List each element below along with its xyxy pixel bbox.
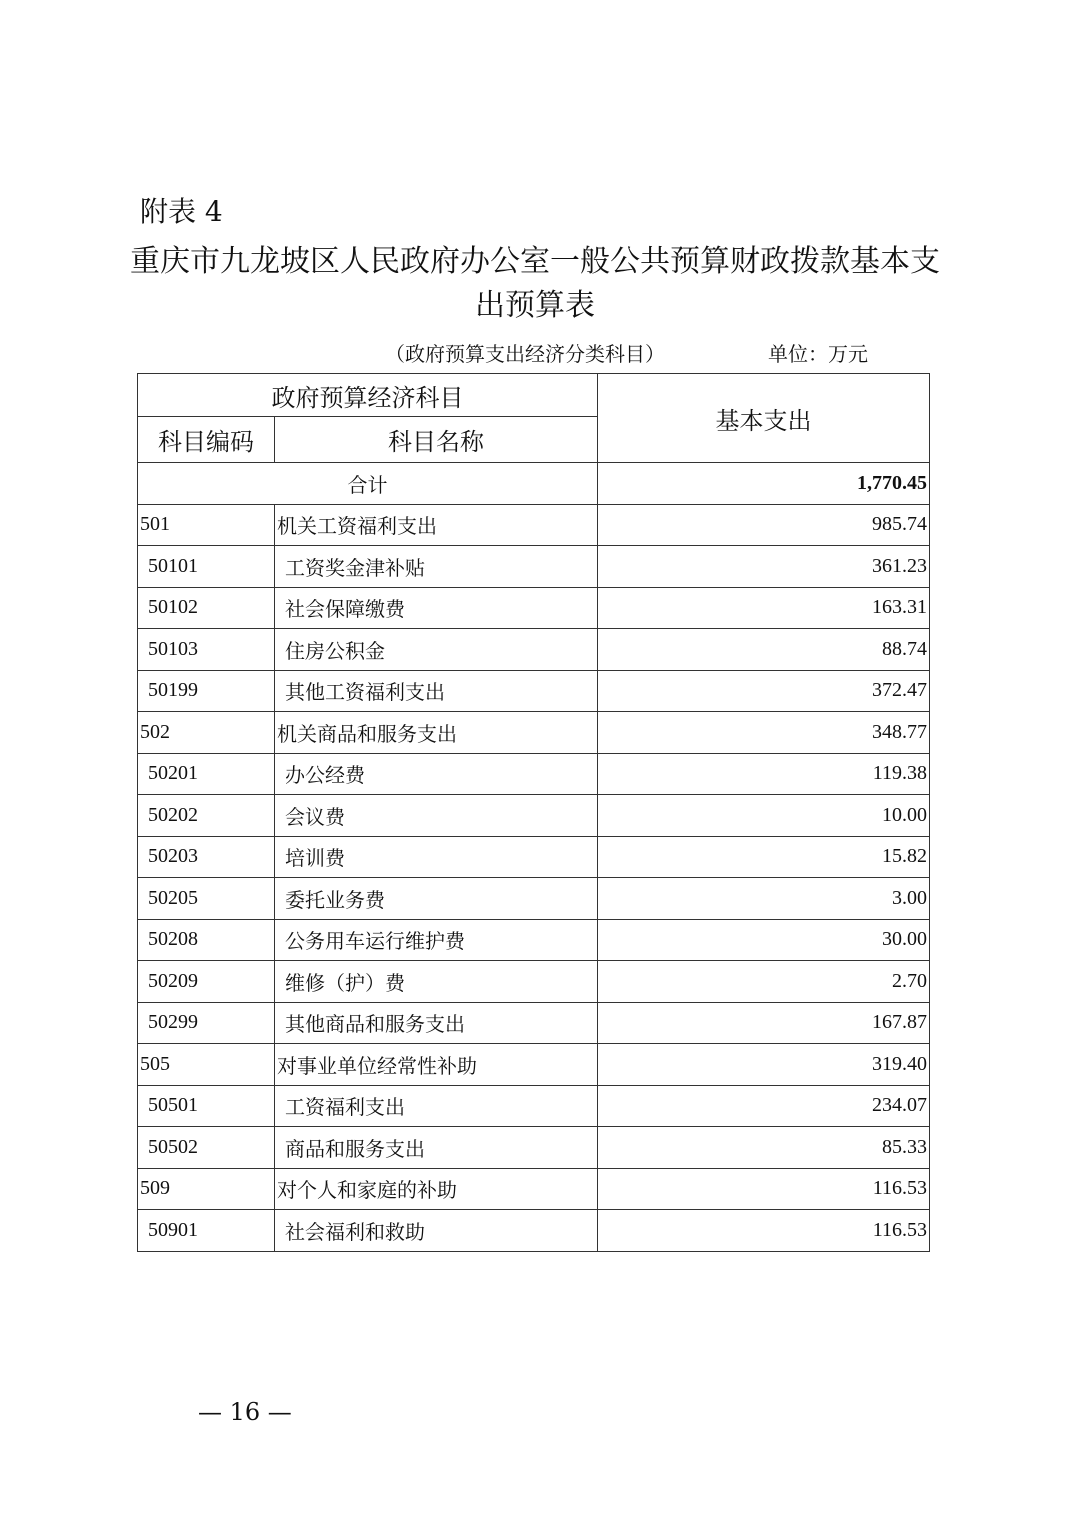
table-row [138,546,930,588]
row-code: 509 [138,1168,275,1210]
annex-label: 附表 4 [140,195,223,228]
row-code: 505 [138,1044,275,1086]
table-row [138,1085,930,1127]
row-code: 50203 [138,836,275,878]
table-row [138,753,930,795]
header-amount: 基本支出 [598,374,930,463]
row-name: 机关工资福利支出 [275,504,598,546]
row-amount: 2.70 [598,961,930,1003]
table-row [138,1044,930,1086]
row-code: 50299 [138,1002,275,1044]
table-row [138,1002,930,1044]
row-amount: 116.53 [598,1210,930,1252]
total-amount: 1,770.45 [598,463,930,505]
row-name: 对事业单位经常性补助 [275,1044,598,1086]
title-line-1: 重庆市九龙坡区人民政府办公室一般公共预算财政拨款基本支 [130,244,940,279]
row-name: 培训费 [275,836,598,878]
row-code: 50901 [138,1210,275,1252]
row-amount: 167.87 [598,1002,930,1044]
table-row [138,919,930,961]
row-code: 50501 [138,1085,275,1127]
table-row [138,587,930,629]
row-name: 工资奖金津补贴 [275,546,598,588]
row-code: 50199 [138,670,275,712]
table-row [138,961,930,1003]
table-row [138,1168,930,1210]
unit-label: 单位：万元 [768,342,868,366]
row-amount: 116.53 [598,1168,930,1210]
table-row [138,795,930,837]
row-name: 机关商品和服务支出 [275,712,598,754]
row-code: 50209 [138,961,275,1003]
row-name: 委托业务费 [275,878,598,920]
header-name: 科目名称 [275,417,598,463]
row-amount: 319.40 [598,1044,930,1086]
row-code: 50202 [138,795,275,837]
table-subtitle: （政府预算支出经济分类科目） [385,342,665,366]
row-code: 502 [138,712,275,754]
row-name: 住房公积金 [275,629,598,671]
table-row [138,629,930,671]
row-name: 维修（护）费 [275,961,598,1003]
row-code: 50103 [138,629,275,671]
row-amount: 30.00 [598,919,930,961]
row-name: 工资福利支出 [275,1085,598,1127]
total-row [138,463,930,505]
row-name: 社会福利和救助 [275,1210,598,1252]
table-row [138,1127,930,1169]
table-row [138,878,930,920]
header-code: 科目编码 [138,417,275,463]
row-amount: 361.23 [598,546,930,588]
row-code: 50102 [138,587,275,629]
row-name: 办公经费 [275,753,598,795]
row-name: 其他工资福利支出 [275,670,598,712]
row-code: 50101 [138,546,275,588]
table-row [138,1210,930,1252]
total-label: 合计 [138,463,598,505]
row-name: 其他商品和服务支出 [275,1002,598,1044]
row-amount: 985.74 [598,504,930,546]
document-title [130,240,940,328]
row-code: 50502 [138,1127,275,1169]
header-group: 政府预算经济科目 [138,374,598,417]
row-amount: 10.00 [598,795,930,837]
page-number: — 16 — [198,1398,292,1426]
table-row [138,836,930,878]
row-name: 对个人和家庭的补助 [275,1168,598,1210]
table-row [138,504,930,546]
row-amount: 88.74 [598,629,930,671]
row-name: 会议费 [275,795,598,837]
row-amount: 234.07 [598,1085,930,1127]
row-amount: 372.47 [598,670,930,712]
row-amount: 3.00 [598,878,930,920]
row-amount: 348.77 [598,712,930,754]
row-code: 50205 [138,878,275,920]
row-amount: 85.33 [598,1127,930,1169]
row-name: 商品和服务支出 [275,1127,598,1169]
row-amount: 119.38 [598,753,930,795]
budget-table [137,373,930,1252]
row-amount: 15.82 [598,836,930,878]
table-row [138,712,930,754]
table-row [138,670,930,712]
row-name: 社会保障缴费 [275,587,598,629]
header-row-1 [138,374,930,417]
row-code: 501 [138,504,275,546]
title-line-2: 出预算表 [475,288,595,323]
row-code: 50201 [138,753,275,795]
row-name: 公务用车运行维护费 [275,919,598,961]
row-code: 50208 [138,919,275,961]
row-amount: 163.31 [598,587,930,629]
table-body [138,463,930,1252]
